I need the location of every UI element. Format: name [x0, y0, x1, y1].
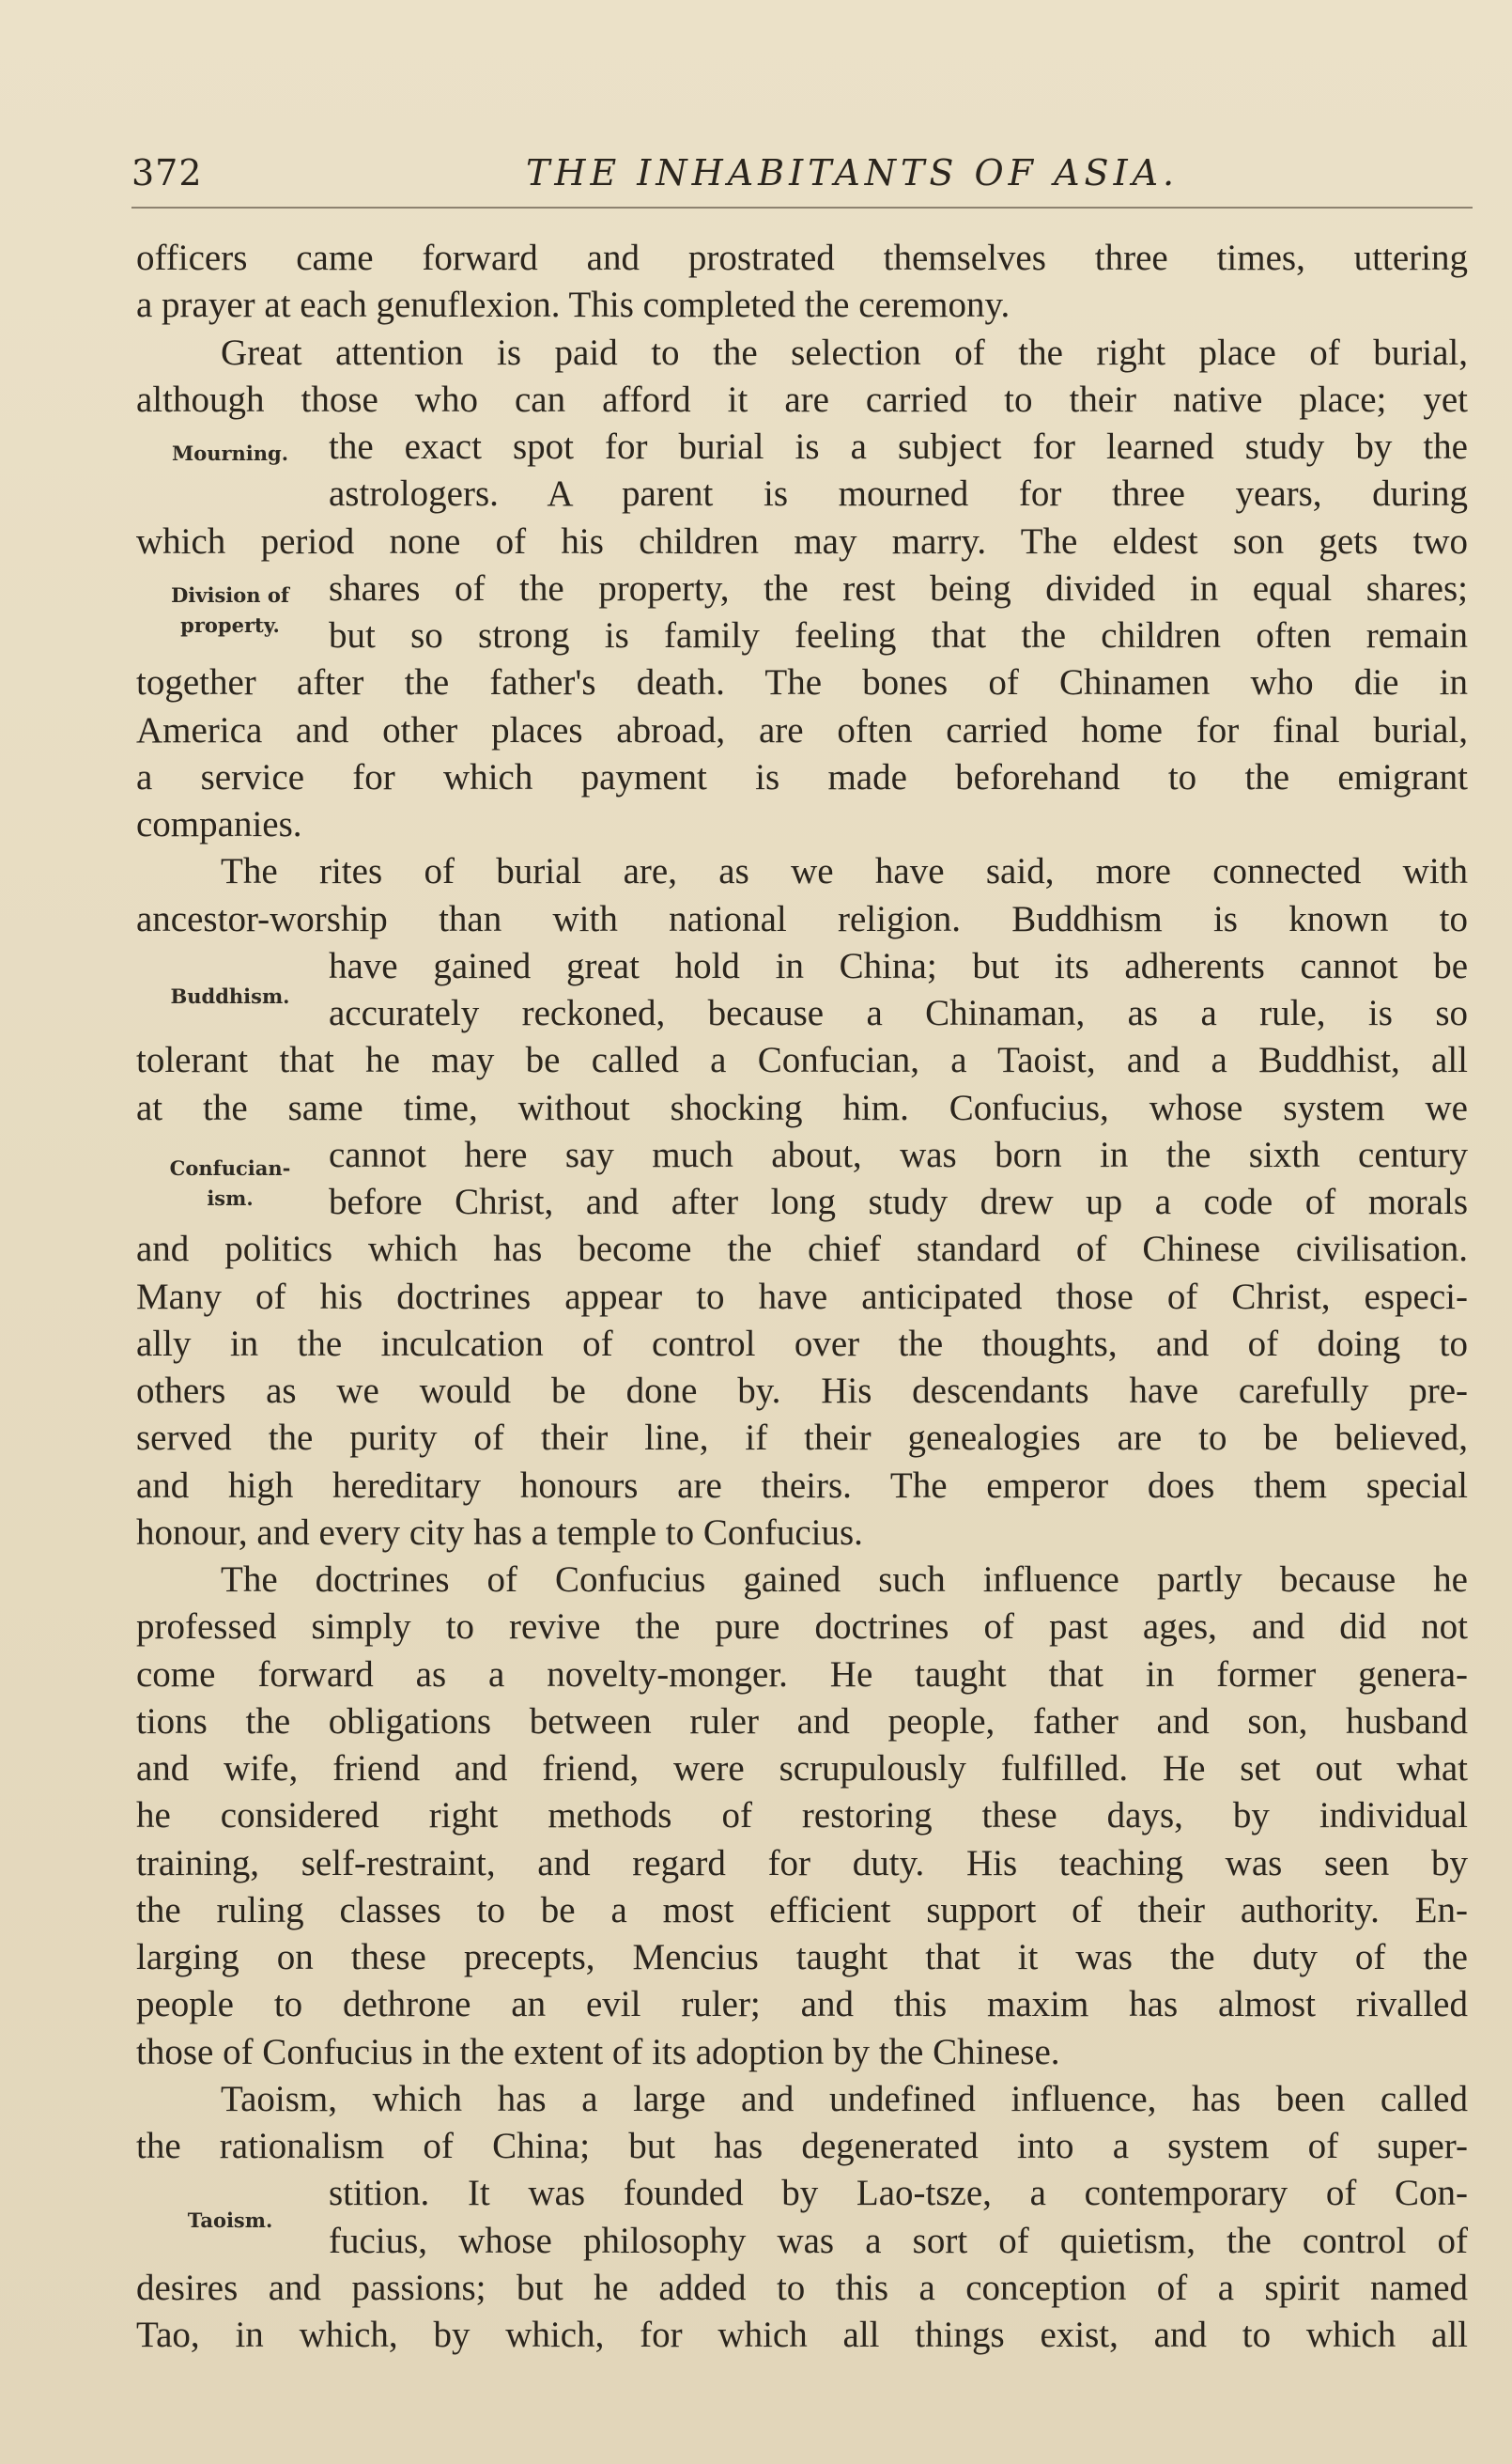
text-line: Great attention is paid to the selection of the right place of burial, — [221, 332, 1468, 373]
text-line: desires and passions; but he added to this a conception of a spirit named — [136, 2267, 1468, 2308]
running-title: THE INHABITANTS OF ASIA. — [526, 152, 1180, 194]
text-line: honour, and every city has a temple to Confucius. — [136, 1511, 863, 1553]
text-line: which period none of his children may marry. The eldest son gets two — [136, 520, 1468, 562]
text-line: and politics which has become the chief standard of Chinese civilisation. — [136, 1229, 1468, 1270]
text-line: those of Confucius in the extent of its adoption by the Chinese. — [136, 2031, 1060, 2072]
text-line: come forward as a novelty-monger. He taught that in former genera- — [136, 1653, 1468, 1695]
page-header — [131, 141, 1473, 197]
text-line: together after the father's death. The bones of Chinamen who die in — [136, 662, 1468, 704]
text-line: training, self-restraint, and regard for duty. His teaching was seen by — [136, 1842, 1468, 1883]
text-line: a service for which payment is made beforehand to the emigrant — [136, 756, 1468, 798]
text-line: Tao, in which, by which, for which all things exist, and to which all — [136, 2315, 1468, 2355]
text-line: at the same time, without shocking him. Confucius, whose system we — [136, 1087, 1468, 1128]
text-line: the exact spot for burial is a subject for learned study by the — [329, 426, 1468, 467]
text-line: he considered right methods of restoring these days, by individual — [136, 1795, 1468, 1836]
text-line: people to dethrone an evil ruler; and this maxim has almost rivalled — [136, 1984, 1468, 2025]
text-line: although those who can afford it are carried to their native place; yet — [136, 379, 1468, 420]
text-line: stition. It was founded by Lao-tsze, a contemporary of Con- — [329, 2173, 1468, 2214]
text-line: shares of the property, the rest being divided in equal shares; — [329, 567, 1468, 609]
text-line: the ruling classes to be a most efficient support of their authority. En- — [136, 1889, 1468, 1930]
text-line: Many of his doctrines appear to have anticipated those of Christ, especi- — [136, 1276, 1468, 1317]
text-line: companies. — [136, 804, 302, 845]
text-line: cannot here say much about, was born in the sixth century — [329, 1134, 1468, 1175]
text-line: The rites of burial are, as we have said, more connected with — [221, 851, 1468, 892]
text-line: fucius, whose philosophy was a sort of quietism, the control of — [329, 2220, 1468, 2261]
text-line: The doctrines of Confucius gained such influence partly because he — [221, 1559, 1468, 1600]
text-line: have gained great hold in China; but its adherents cannot be — [329, 945, 1468, 986]
text-line: and wife, friend and friend, were scrupulously fulfilled. He set out what — [136, 1748, 1468, 1789]
text-line: a prayer at each genuflexion. This completed the ceremony. — [136, 285, 1011, 326]
text-line: tolerant that he may be called a Confucian, a Taoist, and a Buddhist, all — [136, 1040, 1468, 1081]
text-line: tions the obligations between ruler and people, father and son, husband — [136, 1700, 1468, 1742]
text-line: professed simply to revive the pure doctrines of past ages, and did not — [136, 1606, 1468, 1648]
header-rule — [131, 207, 1473, 209]
text-line: accurately reckoned, because a Chinaman, as a rule, is so — [329, 993, 1468, 1033]
text-line: served the purity of their line, if their genealogies are to be believed, — [136, 1418, 1468, 1459]
text-line: ally in the inculcation of control over the thoughts, and of doing to — [136, 1323, 1468, 1364]
text-line: the rationalism of China; but has degenerated into a system of super- — [136, 2126, 1468, 2166]
text-line: Taoism, which has a large and undefined influence, has been called — [221, 2078, 1468, 2119]
body-text — [136, 235, 1468, 2359]
text-line: America and other places abroad, are often carried home for final burial, — [136, 709, 1468, 751]
text-line: but so strong is family feeling that the children often remain — [329, 615, 1468, 656]
text-line: officers came forward and prostrated themselves three times, uttering — [136, 238, 1468, 278]
text-line: ancestor-worship than with national religion. Buddhism is known to — [136, 898, 1468, 939]
margin-note-line: Mourning. — [171, 442, 289, 465]
text-line: others as we would be done by. His descendants have carefully pre- — [136, 1371, 1468, 1411]
page-number: 372 — [131, 152, 203, 194]
margin-note-line: property. — [180, 613, 280, 637]
margin-note-line: ism. — [207, 1186, 254, 1210]
margin-note-line: Confucian- — [169, 1156, 291, 1180]
margin-note-line: Division of — [171, 583, 289, 607]
margin-note-line: Buddhism. — [170, 984, 290, 1008]
text-line: and high hereditary honours are theirs. The emperor does them special — [136, 1464, 1468, 1506]
text-line: larging on these precepts, Mencius taught that it was the duty of the — [136, 1937, 1468, 1977]
margin-note-line: Taoism. — [187, 2208, 273, 2232]
text-line: astrologers. A parent is mourned for three years, during — [329, 473, 1468, 515]
text-line: before Christ, and after long study drew up a code of morals — [329, 1182, 1468, 1222]
